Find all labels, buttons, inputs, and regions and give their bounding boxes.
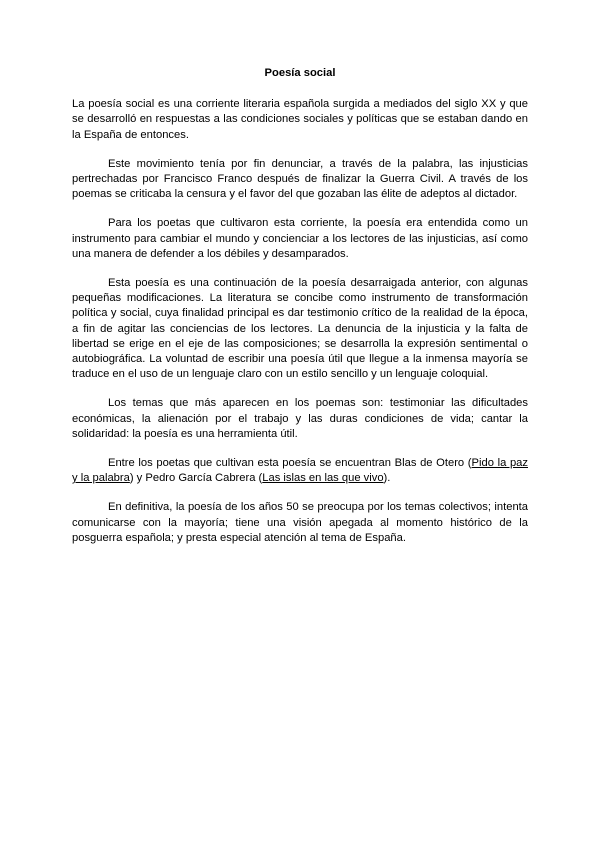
paragraph-poets-view: Para los poetas que cultivaron esta corriente, la poesía era entendida como un instrumento para cambiar el mundo y concienciar a los lectores de las injusticias, así como una manera de defender a los débiles y desamparados. (72, 217, 528, 260)
document-page (72, 66, 528, 560)
poets-outro-text: ). (383, 472, 391, 485)
paragraph-conclusion: En definitiva, la poesía de los años 50 se preocupa por los temas colectivos; intenta comunicarse con la mayoría; tiene una visión apegada al momento histórico de la posguerra española; y presta especial atención al tema de España. (72, 501, 528, 544)
document-title: Poesía social (264, 67, 336, 79)
poets-middle-text: ) y Pedro García Cabrera ( (129, 472, 263, 485)
paragraph-intro: La poesía social es una corriente literaria española surgida a mediados del siglo XX y que se desarrolló en respuestas a las condiciones sociales y políticas que se estaban dando en la España de entonces. (72, 98, 528, 141)
work-link-pido-la-paz[interactable]: Pido la paz y la palabra (72, 457, 528, 485)
paragraph-themes: Los temas que más aparecen en los poemas son: testimoniar las dificultades económicas, la alienación por el trabajo y las duras condiciones de vida; cantar la solidaridad: la poesía es una herramienta útil. (72, 397, 528, 440)
paragraph-purpose: Este movimiento tenía por fin denunciar, a través de la palabra, las injusticias pertrechadas por Francisco Franco después de finalizar la Guerra Civil. A través de los poemas se criticaba la censura y el favor del que gozaban las élite de adeptos al dictador. (72, 157, 528, 201)
work-link-las-islas[interactable]: Las islas en las que vivo (262, 472, 384, 485)
paragraph-poets (72, 456, 528, 486)
poets-intro-text: Entre los poetas que cultivan esta poesía se encuentran Blas de Otero ( (108, 457, 472, 470)
paragraph-characteristics: Esta poesía es una continuación de la poesía desarraigada anterior, con algunas pequeñas modificaciones. La literatura se concibe como instrumento de transformación política y social, cuya finalidad principal es dar testimonio crítico de la realidad de la época, a fin de agitar las conciencias de los lectores. La denuncia de la injusticia y la falta de libertad se erige en el eje de las composiciones; se desarrolla la expresión sentimental o autobiográfica. La voluntad de escribir una poesía útil que llegue a la inmensa mayoría se traduce en el uso de un lenguaje claro con un estilo sencillo y un lenguaje coloquial. (72, 277, 528, 381)
